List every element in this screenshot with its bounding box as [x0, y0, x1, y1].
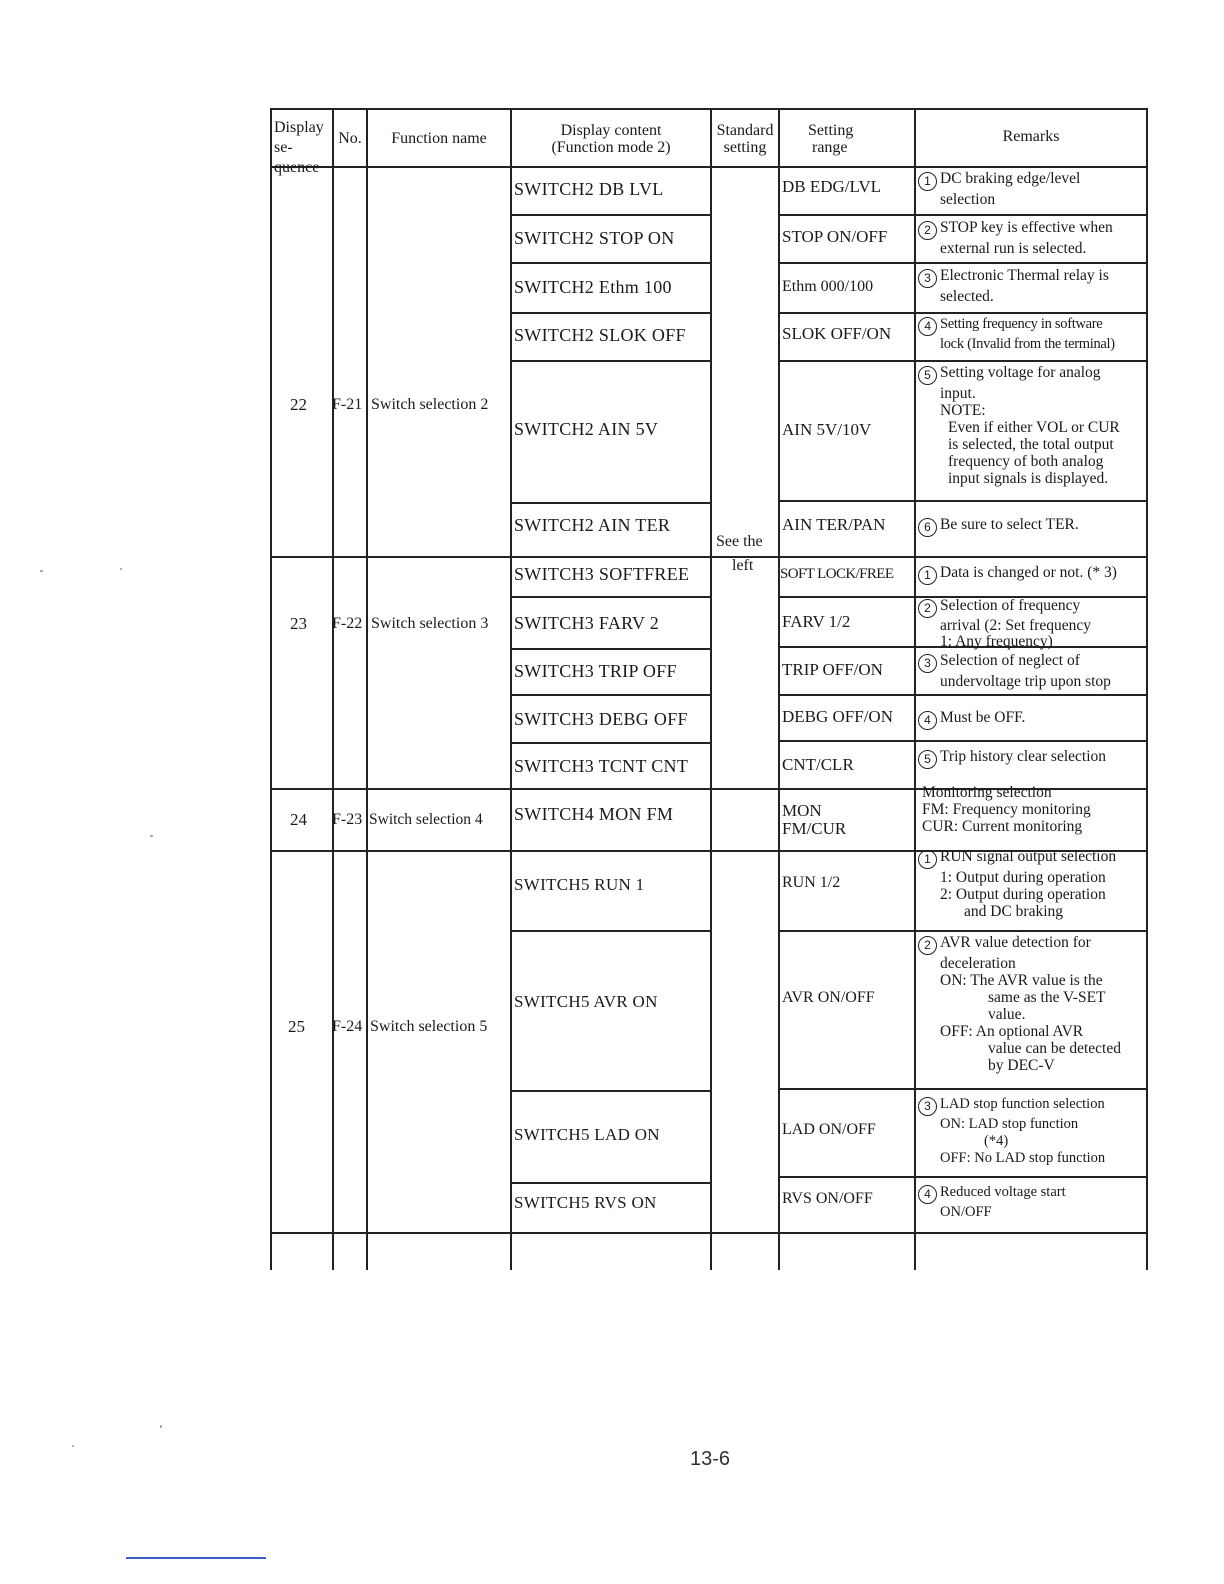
col-border-0: [270, 108, 272, 1270]
display-content: SWITCH2 DB LVL: [514, 179, 664, 199]
remarks-cell: 1 Data is changed or not. (* 3): [918, 564, 1117, 585]
header-remarks: Remarks: [1002, 128, 1060, 145]
setting-range: AVR ON/OFF: [782, 989, 875, 1006]
remarks-cell: 2 Selection of frequency arrival (2: Set frequency 1: Any frequency): [918, 598, 1091, 650]
row-separator: [510, 262, 712, 264]
group-seq: 24: [290, 810, 307, 829]
circled-number-icon: 3: [918, 269, 937, 288]
display-content: SWITCH3 TRIP OFF: [514, 661, 677, 681]
scan-speck: [150, 835, 153, 837]
row-separator: [778, 500, 1148, 502]
circled-number-icon: 5: [918, 366, 937, 385]
setting-range: CNT/CLR: [782, 755, 854, 774]
display-content: SWITCH3 FARV 2: [514, 613, 660, 633]
display-content: SWITCH5 AVR ON: [514, 992, 658, 1011]
header-bottom-border: [270, 166, 1148, 168]
header-setting-range: Setting range: [808, 122, 854, 156]
circled-number-icon: 3: [918, 654, 937, 673]
header-standard-setting: Standard setting: [716, 122, 774, 156]
row-separator: [510, 742, 712, 744]
row-separator: [510, 648, 712, 650]
remarks-cell: 3 Selection of neglect of undervoltage trip upon stop: [918, 652, 1111, 690]
row-separator: [778, 1176, 1148, 1178]
row-separator: [778, 360, 1148, 362]
circled-number-icon: 3: [918, 1097, 937, 1116]
display-content: SWITCH4 MON FM: [514, 804, 674, 824]
display-content: SWITCH5 LAD ON: [514, 1125, 660, 1144]
setting-range: MON FM/CUR: [782, 801, 847, 838]
group-no: F-24: [332, 1018, 363, 1035]
setting-range: DB EDG/LVL: [782, 177, 882, 196]
group-function: Switch selection 2: [371, 396, 489, 413]
row-separator: [510, 502, 712, 504]
group-seq: 25: [288, 1017, 305, 1036]
row-separator: [510, 694, 712, 696]
display-content: SWITCH2 SLOK OFF: [514, 325, 686, 345]
group-no: F-21: [332, 396, 363, 413]
setting-range: TRIP OFF/ON: [782, 660, 883, 679]
group-no: F-23: [332, 811, 363, 828]
standard-setting-note: See the left: [716, 533, 763, 574]
header-display-content: Display content (Function mode 2): [551, 122, 671, 156]
col-border-5: [778, 108, 780, 1270]
col-border-3: [510, 108, 512, 1270]
circled-number-icon: 2: [918, 936, 937, 955]
circled-number-icon: 1: [918, 850, 937, 869]
group-function: Switch selection 3: [371, 615, 489, 632]
group-function: Switch selection 5: [370, 1018, 488, 1035]
group-seq: 23: [290, 614, 307, 633]
parameter-table: [270, 108, 1150, 1270]
display-content: SWITCH2 AIN 5V: [514, 419, 659, 439]
setting-range: RUN 1/2: [782, 874, 841, 891]
row-separator: [510, 596, 712, 598]
scan-speck: [72, 1445, 74, 1447]
setting-range: FARV 1/2: [782, 612, 851, 631]
group-separator: [270, 1232, 1148, 1234]
row-separator: [778, 262, 1148, 264]
circled-number-icon: 1: [918, 566, 937, 585]
setting-range: RVS ON/OFF: [782, 1190, 873, 1207]
remarks-cell: Monitoring selection FM: Frequency monitoring CUR: Current monitoring: [922, 784, 1091, 835]
row-separator: [778, 694, 1148, 696]
row-separator: [778, 740, 1148, 742]
col-border-6: [914, 108, 916, 1270]
remarks-cell: 4 Reduced voltage start ON/OFF: [918, 1184, 1066, 1221]
header-display-sequence: Display se- quence: [274, 119, 324, 176]
setting-range: DEBG OFF/ON: [782, 707, 893, 726]
footer-rule: [126, 1557, 266, 1559]
header-no: No.: [338, 130, 362, 147]
display-content: SWITCH5 RUN 1: [514, 875, 645, 894]
row-separator: [510, 360, 712, 362]
remarks-cell: 4 Must be OFF.: [918, 709, 1025, 730]
row-separator: [510, 1182, 712, 1184]
row-separator: [510, 1090, 712, 1092]
display-content: SWITCH5 RVS ON: [514, 1193, 657, 1212]
row-separator: [510, 930, 712, 932]
setting-range: STOP ON/OFF: [782, 227, 888, 246]
col-border-7: [1146, 108, 1148, 1270]
display-content: SWITCH3 SOFTFREE: [514, 564, 690, 584]
display-content: SWITCH2 STOP ON: [514, 228, 675, 248]
display-content: SWITCH2 AIN TER: [514, 515, 671, 535]
group-separator: [270, 556, 1148, 558]
circled-number-icon: 2: [918, 221, 937, 240]
row-separator: [510, 214, 712, 216]
remarks-cell: 3 Electronic Thermal relay is selected.: [918, 267, 1109, 305]
page-number: 13-6: [689, 1448, 731, 1470]
remarks-cell: 5 Trip history clear selection: [918, 748, 1106, 769]
remarks-cell: 1 DC braking edge/level selection: [918, 170, 1080, 208]
row-separator: [778, 312, 1148, 314]
circled-number-icon: 5: [918, 750, 937, 769]
col-border-1: [332, 108, 334, 1270]
header-top-border: [270, 108, 1148, 110]
row-separator: [510, 312, 712, 314]
display-content: SWITCH3 DEBG OFF: [514, 709, 688, 729]
circled-number-icon: 1: [918, 172, 937, 191]
setting-range: AIN TER/PAN: [782, 515, 886, 534]
circled-number-icon: 6: [918, 518, 937, 537]
scan-speck: [40, 570, 43, 572]
row-separator: [778, 214, 1148, 216]
row-separator: [778, 1088, 1148, 1090]
setting-range: LAD ON/OFF: [782, 1121, 876, 1138]
circled-number-icon: 2: [918, 599, 937, 618]
circled-number-icon: 4: [918, 711, 937, 730]
col-border-2: [366, 108, 368, 1270]
remarks-cell: 4 Setting frequency in software lock (Invalid from the terminal): [918, 316, 1115, 353]
remarks-cell: 2 STOP key is effective when external run is selected.: [918, 219, 1113, 257]
setting-range: Ethm 000/100: [782, 278, 874, 295]
remarks-cell: 2 AVR value detection for deceleration ON: The AVR value is the same as the V-SET value. OFF: An optional AVR value can be detected by DEC-V: [918, 934, 1121, 1074]
remarks-cell: 3 LAD stop function selection ON: LAD stop function (*4) OFF: No LAD stop function: [918, 1096, 1105, 1167]
scan-speck: [120, 568, 122, 570]
remarks-cell: 1 RUN signal output selection 1: Output during operation 2: Output during operation and DC braking: [918, 848, 1116, 920]
circled-number-icon: 4: [918, 317, 937, 336]
group-no: F-22: [332, 615, 363, 632]
display-content: SWITCH2 Ethm 100: [514, 277, 672, 297]
setting-range: AIN 5V/10V: [782, 420, 872, 439]
remarks-cell: 5 Setting voltage for analog input. NOTE: Even if either VOL or CUR is selected, the total output frequency of both analog input signals is displayed.: [918, 364, 1120, 487]
row-separator: [778, 930, 1148, 932]
col-border-4: [710, 108, 712, 1270]
header-function-name: Function name: [391, 130, 487, 147]
group-function: Switch selection 4: [369, 811, 483, 828]
display-content: SWITCH3 TCNT CNT: [514, 756, 689, 776]
setting-range: SOFT LOCK/FREE: [780, 566, 894, 582]
scan-speck: [160, 1425, 162, 1428]
group-seq: 22: [290, 395, 307, 414]
setting-range: SLOK OFF/ON: [782, 324, 892, 343]
circled-number-icon: 4: [918, 1185, 937, 1204]
remarks-cell: 6 Be sure to select TER.: [918, 516, 1079, 537]
